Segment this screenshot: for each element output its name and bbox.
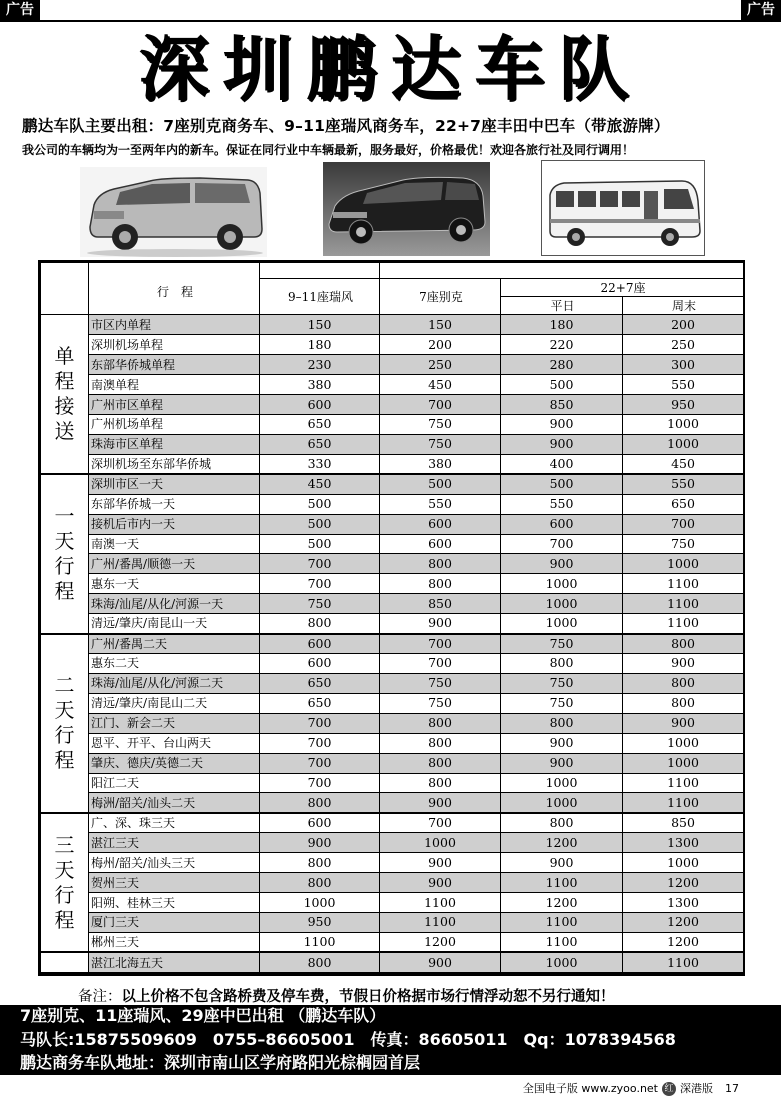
- price-cell: 600: [380, 514, 501, 534]
- price-cell: 950: [260, 913, 380, 933]
- price-cell: 1200: [623, 873, 744, 893]
- price-cell: 1100: [623, 952, 744, 973]
- price-cell: 900: [380, 873, 501, 893]
- price-cell: 1000: [623, 414, 744, 434]
- table-row: [41, 713, 744, 733]
- price-cell: 1000: [501, 952, 623, 973]
- table-row: [41, 654, 744, 674]
- price-cell: 800: [260, 873, 380, 893]
- route-cell: 阳朔、桂林三天: [89, 893, 260, 913]
- price-cell: 180: [501, 315, 623, 335]
- table-row: [41, 534, 744, 554]
- col-weekday-header: 平日: [501, 297, 623, 315]
- price-cell: 550: [623, 474, 744, 494]
- route-cell: 深圳机场至东部华侨城: [89, 454, 260, 474]
- price-cell: 1000: [623, 554, 744, 574]
- price-cell: 1200: [380, 932, 501, 952]
- price-cell: 180: [260, 335, 380, 355]
- price-cell: 500: [260, 514, 380, 534]
- price-cell: 1100: [623, 614, 744, 634]
- price-cell: 500: [501, 375, 623, 395]
- col-buick-header: 7座别克: [380, 279, 501, 315]
- top-rule: [0, 20, 781, 22]
- price-cell: 1100: [623, 574, 744, 594]
- note-prefix: 备注：: [78, 989, 122, 1005]
- price-cell: 700: [260, 574, 380, 594]
- table-row: [41, 893, 744, 913]
- price-cell: 650: [260, 673, 380, 693]
- price-cell: 1100: [623, 594, 744, 614]
- price-cell: 900: [380, 853, 501, 873]
- price-cell: 1000: [260, 893, 380, 913]
- price-cell: 850: [380, 594, 501, 614]
- price-cell: 600: [501, 514, 623, 534]
- price-cell: 800: [380, 713, 501, 733]
- route-cell: 珠海/汕尾/从化/河源二天: [89, 673, 260, 693]
- price-cell: 900: [501, 414, 623, 434]
- price-cell: 400: [501, 454, 623, 474]
- price-cell: 600: [260, 634, 380, 654]
- price-cell: 700: [380, 654, 501, 674]
- route-cell: 梅洲/韶关/汕头二天: [89, 793, 260, 813]
- price-cell: 1100: [380, 893, 501, 913]
- route-cell: 肇庆、德庆/英德二天: [89, 753, 260, 773]
- price-cell: 900: [380, 793, 501, 813]
- price-cell: 750: [501, 693, 623, 713]
- price-cell: 900: [380, 952, 501, 973]
- route-cell: 湛江北海五天: [89, 952, 260, 973]
- ad-label-left: 广告: [0, 0, 40, 20]
- intro-line-1: 鹏达车队主要出租：7座别克商务车、9–11座瑞风商务车，22+7座丰田中巴车（带旅游牌）: [22, 117, 670, 135]
- route-cell: 广州机场单程: [89, 414, 260, 434]
- table-row: [41, 913, 744, 933]
- table-row: [41, 355, 744, 375]
- price-cell: 800: [501, 654, 623, 674]
- price-cell: 1200: [501, 833, 623, 853]
- route-cell: 清远/肇庆/南昆山一天: [89, 614, 260, 634]
- price-cell: 800: [260, 952, 380, 973]
- price-cell: 450: [260, 474, 380, 494]
- col-bus-header: 22+7座: [501, 279, 744, 297]
- price-cell: 600: [380, 534, 501, 554]
- group-label: 三 天 行 程: [41, 813, 89, 952]
- price-cell: 700: [260, 753, 380, 773]
- price-cell: 500: [501, 474, 623, 494]
- footer-site: 全国电子版 www.zyoo.net: [522, 1082, 658, 1095]
- header-corner: [41, 263, 89, 315]
- route-cell: 厦门三天: [89, 913, 260, 933]
- price-cell: 800: [623, 634, 744, 654]
- price-cell: 800: [260, 793, 380, 813]
- table-row: [41, 574, 744, 594]
- header-blank-1: [260, 263, 380, 279]
- route-cell: 广州/番禺二天: [89, 634, 260, 654]
- price-cell: 1200: [623, 913, 744, 933]
- price-cell: 700: [260, 713, 380, 733]
- price-cell: 900: [623, 713, 744, 733]
- route-cell: 梅州/韶关/汕头三天: [89, 853, 260, 873]
- price-cell: 1200: [501, 893, 623, 913]
- col-weekend-header: 周末: [623, 297, 744, 315]
- price-cell: 150: [260, 315, 380, 335]
- price-cell: 1000: [623, 753, 744, 773]
- table-row: [41, 414, 744, 434]
- price-cell: 200: [623, 315, 744, 335]
- price-cell: 800: [501, 813, 623, 833]
- price-cell: 900: [380, 614, 501, 634]
- price-cell: 800: [380, 753, 501, 773]
- route-cell: 惠东二天: [89, 654, 260, 674]
- price-cell: 600: [260, 654, 380, 674]
- contact-line-1: 7座别克、11座瑞风、29座中巴出租 （鹏达车队）: [20, 1006, 386, 1025]
- price-cell: 900: [501, 753, 623, 773]
- price-cell: 650: [623, 494, 744, 514]
- price-cell: 800: [380, 574, 501, 594]
- price-cell: 750: [501, 673, 623, 693]
- ad-label-right: 广告: [741, 0, 781, 20]
- route-cell: 江门、新会二天: [89, 713, 260, 733]
- route-cell: 阳江二天: [89, 773, 260, 793]
- footer-edition: 深港版: [680, 1082, 713, 1095]
- table-row: [41, 554, 744, 574]
- route-cell: 清远/肇庆/南昆山二天: [89, 693, 260, 713]
- price-cell: 1100: [260, 932, 380, 952]
- price-cell: 700: [501, 534, 623, 554]
- route-cell: 珠海市区单程: [89, 434, 260, 454]
- price-cell: 800: [260, 853, 380, 873]
- price-cell: 1000: [380, 833, 501, 853]
- route-cell: 郴州三天: [89, 932, 260, 952]
- route-cell: 惠东一天: [89, 574, 260, 594]
- table-row: [41, 335, 744, 355]
- footer: [523, 1080, 739, 1096]
- table-row: [41, 454, 744, 474]
- price-cell: 380: [380, 454, 501, 474]
- price-cell: 550: [501, 494, 623, 514]
- price-cell: 750: [380, 673, 501, 693]
- price-cell: 750: [380, 414, 501, 434]
- table-row: [41, 733, 744, 753]
- price-cell: 750: [380, 434, 501, 454]
- price-cell: 1000: [501, 614, 623, 634]
- contact-line-3: 鹏达商务车队地址：深圳市南山区学府路阳光棕榈园首层: [20, 1053, 421, 1072]
- price-cell: 650: [260, 693, 380, 713]
- photo-toyota-bus: [541, 160, 705, 256]
- price-cell: 1000: [501, 793, 623, 813]
- price-cell: 750: [501, 634, 623, 654]
- route-cell: 南澳一天: [89, 534, 260, 554]
- table-row: [41, 813, 744, 833]
- route-cell: 南澳单程: [89, 375, 260, 395]
- price-cell: 1000: [501, 574, 623, 594]
- table-row: [41, 673, 744, 693]
- route-cell: 深圳市区一天: [89, 474, 260, 494]
- price-cell: 280: [501, 355, 623, 375]
- price-cell: 950: [623, 395, 744, 415]
- table-row: [41, 693, 744, 713]
- route-cell: 广、深、珠三天: [89, 813, 260, 833]
- price-cell: 1100: [380, 913, 501, 933]
- page-number: 17: [725, 1082, 739, 1095]
- note: [78, 985, 615, 1006]
- route-cell: 贺州三天: [89, 873, 260, 893]
- price-cell: 220: [501, 335, 623, 355]
- price-cell: 800: [623, 693, 744, 713]
- table-row: [41, 614, 744, 634]
- route-cell: 东部华侨城单程: [89, 355, 260, 375]
- price-cell: 700: [380, 395, 501, 415]
- price-cell: 1300: [623, 833, 744, 853]
- price-cell: 800: [260, 614, 380, 634]
- price-cell: 330: [260, 454, 380, 474]
- price-cell: 700: [623, 514, 744, 534]
- table-row: [41, 793, 744, 813]
- price-cell: 1100: [501, 873, 623, 893]
- route-cell: 珠海/汕尾/从化/河源一天: [89, 594, 260, 614]
- route-cell: 市区内单程: [89, 315, 260, 335]
- price-cell: 600: [260, 395, 380, 415]
- price-cell: 850: [501, 395, 623, 415]
- table-row: [41, 873, 744, 893]
- price-cell: 200: [380, 335, 501, 355]
- price-cell: 700: [380, 634, 501, 654]
- price-cell: 1100: [623, 793, 744, 813]
- price-cell: 650: [260, 434, 380, 454]
- price-cell: 750: [623, 534, 744, 554]
- table-row: [41, 395, 744, 415]
- price-cell: 250: [623, 335, 744, 355]
- price-cell: 750: [260, 594, 380, 614]
- price-cell: 1100: [501, 913, 623, 933]
- price-cell: 900: [501, 853, 623, 873]
- price-cell: 1100: [623, 773, 744, 793]
- header-blank-2: [380, 263, 744, 279]
- table-row: [41, 753, 744, 773]
- price-cell: 250: [380, 355, 501, 375]
- route-cell: 东部华侨城一天: [89, 494, 260, 514]
- price-cell: 900: [260, 833, 380, 853]
- photo-ruifeng-van: [80, 167, 267, 257]
- table-row: [41, 494, 744, 514]
- price-cell: 800: [380, 554, 501, 574]
- route-cell: 接机后市内一天: [89, 514, 260, 534]
- price-cell: 700: [260, 733, 380, 753]
- footer-logo-icon: 红: [662, 1082, 676, 1096]
- contact-line-2: 马队长:15875509609 0755–86605001 传真：86605011 Qq：1078394568: [20, 1030, 676, 1049]
- price-cell: 650: [260, 414, 380, 434]
- price-cell: 450: [380, 375, 501, 395]
- table-row: [41, 932, 744, 952]
- table-row: [41, 474, 744, 494]
- table-row: [41, 773, 744, 793]
- table-row: [41, 375, 744, 395]
- price-cell: 550: [380, 494, 501, 514]
- price-cell: 700: [380, 813, 501, 833]
- price-cell: 1200: [623, 932, 744, 952]
- group-label: 一 天 行 程: [41, 474, 89, 633]
- price-cell: 1000: [623, 853, 744, 873]
- table-row: [41, 853, 744, 873]
- route-cell: 广州/番禺/顺德一天: [89, 554, 260, 574]
- intro-line-2: 我公司的车辆均为一至两年内的新车。保证在同行业中车辆最新，服务最好，价格最优！欢迎各旅行社及同行调用！: [22, 143, 635, 157]
- table-row: [41, 594, 744, 614]
- route-cell: 广州市区单程: [89, 395, 260, 415]
- table-row: [41, 514, 744, 534]
- price-cell: 800: [501, 713, 623, 733]
- price-cell: 1000: [623, 434, 744, 454]
- price-cell: 700: [260, 773, 380, 793]
- price-cell: 450: [623, 454, 744, 474]
- price-cell: 1100: [501, 932, 623, 952]
- price-cell: 800: [623, 673, 744, 693]
- price-cell: 850: [623, 813, 744, 833]
- price-cell: 900: [623, 654, 744, 674]
- table-row: [41, 833, 744, 853]
- table-row: [41, 315, 744, 335]
- price-cell: 700: [260, 554, 380, 574]
- price-cell: 150: [380, 315, 501, 335]
- price-cell: 900: [501, 554, 623, 574]
- note-text: 以上价格不包含路桥费及停车费，节假日价格据市场行情浮动恕不另行通知！: [121, 989, 615, 1005]
- price-cell: 800: [380, 733, 501, 753]
- col-ruifeng-header: 9–11座瑞风: [260, 279, 380, 315]
- photo-buick-van: [323, 162, 490, 256]
- price-cell: 1300: [623, 893, 744, 913]
- route-cell: 恩平、开平、台山两天: [89, 733, 260, 753]
- price-cell: 300: [623, 355, 744, 375]
- price-cell: 500: [260, 534, 380, 554]
- price-cell: 1000: [501, 594, 623, 614]
- price-cell: 380: [260, 375, 380, 395]
- price-cell: 500: [260, 494, 380, 514]
- table-row: [41, 434, 744, 454]
- group-label: 单 程 接 送: [41, 315, 89, 474]
- price-cell: 1000: [501, 773, 623, 793]
- route-cell: 深圳机场单程: [89, 335, 260, 355]
- price-cell: 900: [501, 733, 623, 753]
- table-row: [41, 952, 744, 973]
- main-title: 深圳鹏达车队: [138, 28, 643, 110]
- price-cell: 900: [501, 434, 623, 454]
- route-header: 行 程: [89, 263, 260, 315]
- price-cell: 600: [260, 813, 380, 833]
- price-table-grid: [40, 262, 744, 974]
- price-table: [38, 260, 745, 976]
- price-cell: 550: [623, 375, 744, 395]
- contact-band: [0, 1005, 781, 1075]
- price-cell: 500: [380, 474, 501, 494]
- table-row: [41, 634, 744, 654]
- group-label: 二 天 行 程: [41, 634, 89, 813]
- price-cell: 230: [260, 355, 380, 375]
- route-cell: 湛江三天: [89, 833, 260, 853]
- price-cell: 800: [380, 773, 501, 793]
- price-cell: 1000: [623, 733, 744, 753]
- price-cell: 750: [380, 693, 501, 713]
- group-label: [41, 952, 89, 973]
